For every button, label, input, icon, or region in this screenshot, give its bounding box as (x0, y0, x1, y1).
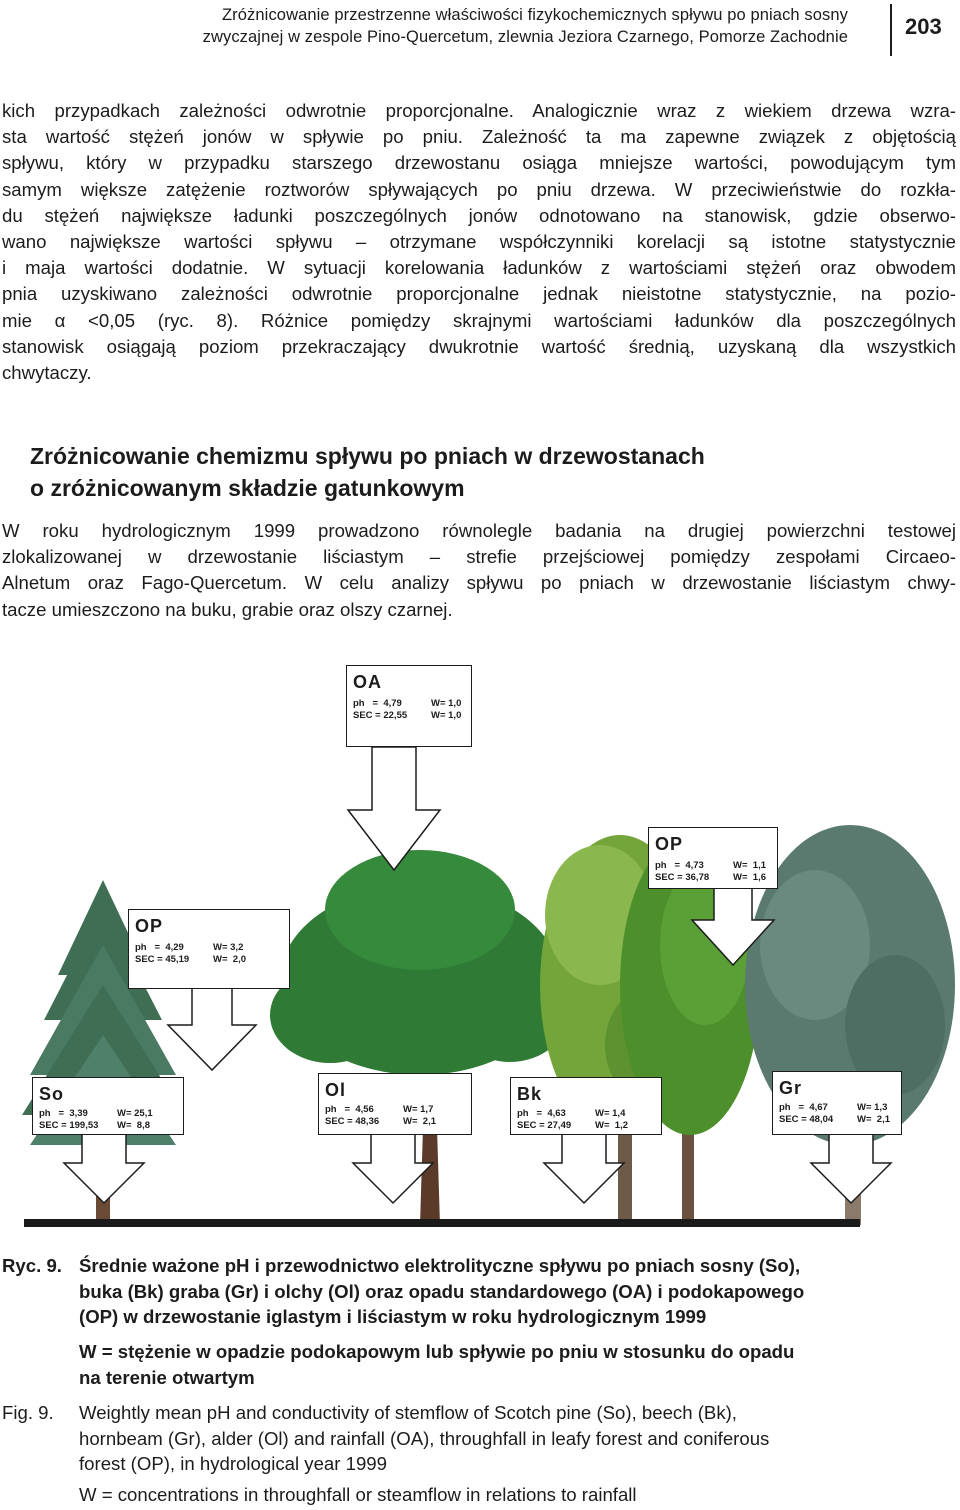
arrow-down-icon (544, 1133, 624, 1203)
box-values (135, 942, 246, 966)
running-title-line-2: zwyczajnej w zespole Pino-Quercetum, zlewnia Jeziora Czarnego, Pomorze Zachodnie (202, 28, 848, 46)
text-line: zlokalizowanej w drzewostanie liściastym – strefie przejściowej pomiędzy zespołami Circaeo- (2, 546, 956, 568)
text-line: spływu, który w przypadku starszego drzewostanu osiąga mniejsze wartości, powodującym tym (2, 152, 956, 174)
w-value: W= 25,1 (117, 1108, 153, 1119)
caption-line: forest (OP), in hydrological year 1999 (79, 1453, 387, 1474)
paragraph-2 (2, 518, 956, 623)
box-values (779, 1102, 890, 1126)
ph-value: ph = 3,39 (39, 1108, 88, 1119)
ph-value: ph = 4,63 (517, 1108, 566, 1119)
w-value: W= 3,2 (213, 942, 244, 953)
w-value: W= 1,4 (595, 1108, 626, 1119)
caption-line: W = concentrations in throughfall or steamflow in relations to rainfall (79, 1484, 637, 1505)
box-code: OA (353, 672, 382, 692)
sec-value: SEC = 22,55 (353, 710, 408, 721)
box-bk (510, 1077, 662, 1135)
caption-label: Fig. 9. (2, 1402, 54, 1423)
section-heading-line-1: Zróżnicowanie chemizmu spływu po pniach w drzewostanach (30, 443, 705, 469)
text-line: mie α <0,05 (ryc. 8). Różnice pomiędzy skrajnymi wartościami ładunków dla poszczególnych (2, 309, 956, 331)
box-values (325, 1104, 436, 1128)
text-line: tacze umieszczono na buku, grabie oraz olszy czarnej. (2, 598, 453, 620)
text-line: W roku hydrologicznym 1999 prowadzono równolegle badania na drugiej powierzchni testowej (2, 520, 956, 541)
text-line: stanowisk osiągają poziom przekraczający dwukrotnie wartość średnią, uzyskaną dla wszystkich (2, 335, 956, 357)
ph-value: ph = 4,79 (353, 698, 402, 709)
arrow-down-icon (811, 1133, 891, 1203)
w-value: W= 1,2 (595, 1120, 628, 1131)
arrow-down-icon (168, 988, 256, 1070)
box-code: So (39, 1084, 65, 1104)
w-value: W= 1,3 (857, 1102, 888, 1113)
caption-line: Średnie ważone pH i przewodnictwo elektrolityczne spływu po pniach sosny (So), (79, 1255, 801, 1276)
running-title (0, 4, 848, 48)
sec-value: SEC = 48,36 (325, 1116, 380, 1127)
box-so (32, 1077, 184, 1135)
box-gr (772, 1071, 902, 1135)
caption-line: W = stężenie w opadzie podokapowym lub spływie po pniu w stosunku do opadu (79, 1341, 795, 1362)
ph-value: ph = 4,29 (135, 942, 184, 953)
figure-9 (0, 655, 960, 1235)
caption-line: na terenie otwartym (79, 1366, 255, 1388)
ph-value: ph = 4,56 (325, 1104, 374, 1115)
box-values (39, 1108, 153, 1132)
w-value: W= 2,0 (213, 954, 246, 965)
box-oa (346, 665, 472, 747)
sec-value: SEC = 45,19 (135, 954, 190, 965)
caption-text (79, 1400, 949, 1477)
box-values (353, 698, 461, 722)
caption-w-note (79, 1482, 949, 1508)
header-divider (890, 4, 892, 56)
text-line: samym większe zatężenie roztworów spływających po pniu drzewa. W przeciwieństwie do rozkła- (2, 178, 956, 200)
text-line: kich przypadkach zależności odwrotnie proporcjonalne. Analogicznie wraz z wiekiem drzewa wzra- (2, 100, 956, 121)
text-line: wano największe wartości spływu – otrzymane współczynniki korelacji są istotne statystycznie (2, 230, 956, 252)
w-value: W= 2,1 (403, 1116, 436, 1127)
box-code: Ol (325, 1080, 347, 1100)
box-code: OP (655, 834, 684, 854)
box-code: Gr (779, 1078, 803, 1098)
text-line: pnia uzyskiwano zależności odwrotnie proporcjonalne jednak nieistotne statystycznie, na pozio- (2, 283, 956, 305)
box-values (655, 860, 766, 884)
w-value: W= 1,1 (733, 860, 766, 871)
w-value: W= 1,0 (431, 710, 462, 721)
section-heading (30, 440, 705, 504)
caption-line: hornbeam (Gr), alder (Ol) and rainfall (OA), throughfall in leafy forest and coniferous (79, 1427, 770, 1449)
text-line: du stężeń największe ładunki poszczególnych jonów odnotowano na stanowisk, gdzie obserwo- (2, 204, 956, 226)
ph-value: ph = 4,67 (779, 1102, 828, 1113)
ph-value: ph = 4,73 (655, 860, 704, 871)
sec-value: SEC = 36,78 (655, 872, 710, 883)
w-value: W= 1,7 (403, 1104, 434, 1115)
caption-line: buka (Bk) graba (Gr) i olchy (Ol) oraz opadu standardowego (OA) i podokapowego (79, 1280, 805, 1302)
text-line: i maja wartości dodatnie. W sytuacji korelowania ładunków z wartościami stężeń oraz obwodem (2, 257, 956, 279)
sec-value: SEC = 27,49 (517, 1120, 572, 1131)
box-op-coniferous (128, 909, 290, 989)
sec-value: SEC = 199,53 (39, 1120, 99, 1131)
caption-line: Weightly mean pH and conductivity of stemflow of Scotch pine (So), beech (Bk), (79, 1402, 737, 1423)
box-code: Bk (517, 1084, 543, 1104)
caption-text (79, 1253, 949, 1330)
caption-w-note (79, 1339, 949, 1390)
w-value: W= 8,8 (117, 1120, 150, 1131)
text-line: sta wartość stężeń jonów w spływie po pniu. Zależność ta ma zapewne związek z objętością (2, 126, 956, 148)
paragraph-1 (2, 98, 956, 386)
w-value: W= 1,6 (733, 872, 766, 883)
page-number: 203 (905, 14, 942, 39)
text-line: chwytaczy. (2, 361, 92, 383)
text-line: Alnetum oraz Fago-Quercetum. W celu analizy spływu po pniach w drzewostanie liściastym chwy- (2, 572, 956, 594)
w-value: W= 1,0 (431, 698, 462, 709)
caption-line: (OP) w drzewostanie iglastym i liściastym w roku hydrologicznym 1999 (79, 1306, 707, 1327)
section-heading-line-2: o zróżnicowanym składzie gatunkowym (30, 475, 465, 501)
box-ol (318, 1073, 472, 1135)
sec-value: SEC = 48,04 (779, 1114, 834, 1125)
box-values (517, 1108, 628, 1132)
box-op-leafy (648, 827, 778, 889)
ground-line (24, 1219, 860, 1227)
caption-label: Ryc. 9. (2, 1255, 62, 1276)
w-value: W= 2,1 (857, 1114, 890, 1125)
box-code: OP (135, 916, 164, 936)
running-title-line-1: Zróżnicowanie przestrzenne właściwości fizykochemicznych spływu po pniach sosny (222, 6, 848, 24)
